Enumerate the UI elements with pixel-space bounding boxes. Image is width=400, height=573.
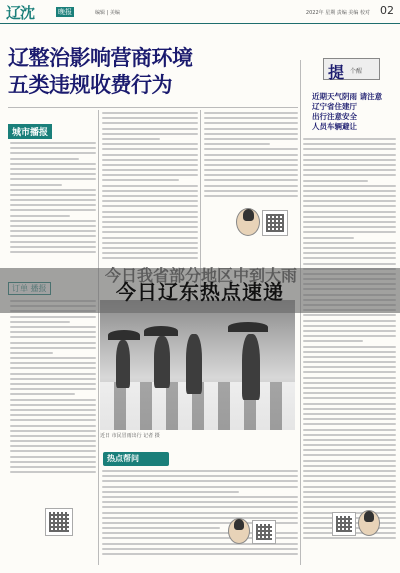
umbrella — [228, 322, 268, 332]
text-column-left-bottom — [10, 300, 96, 490]
qr-code — [332, 512, 356, 536]
qr-code — [45, 508, 73, 536]
pedestrian — [242, 334, 260, 400]
masthead-meta: 编辑 | 美编 — [95, 10, 120, 16]
text-column-center-left — [102, 112, 198, 267]
section-rule — [8, 107, 298, 108]
qr-code — [252, 520, 276, 544]
qr-code — [262, 210, 288, 236]
reporter-avatar — [358, 510, 380, 536]
rain-street-photo — [100, 300, 295, 430]
newspaper-logo: 辽沈 — [6, 4, 35, 22]
text-column-right — [303, 138, 396, 558]
side-title-line: 近期天气阴雨 请注意 — [312, 92, 383, 101]
headline-line-2: 五类违规收费行为 — [8, 72, 172, 97]
column-rule — [98, 110, 99, 565]
page-number: 02 — [380, 4, 394, 17]
photo-caption: 近日 市民冒雨出行 记者 摄 — [100, 433, 160, 439]
overlay-title: 今日辽东热点速递 — [116, 280, 284, 304]
text-column-left-top — [10, 142, 96, 262]
overlay-subheadline: 今日我省部分地区中到大雨 — [105, 266, 298, 285]
newspaper-logo-sub: 晚报 — [58, 8, 72, 16]
pedestrian — [186, 334, 202, 394]
tip-badge-sub: 个醒 — [350, 68, 363, 75]
umbrella — [144, 326, 178, 336]
headline-line-1: 辽整治影响营商环境 — [8, 45, 193, 70]
reporter-avatar — [236, 208, 260, 236]
pedestrian — [154, 336, 170, 388]
side-title-line: 出行注意安全 — [312, 112, 357, 121]
tip-badge-char: 提 — [328, 63, 345, 82]
text-column-hot-section — [102, 470, 298, 565]
side-title-line: 辽宁省住建厅 — [312, 102, 357, 111]
city-section-label: 城市播报 — [8, 124, 52, 139]
side-article-title — [312, 92, 398, 132]
hot-section-label: 热点帮问 — [103, 452, 169, 466]
masthead — [0, 0, 400, 24]
reporter-avatar — [228, 518, 250, 544]
umbrella — [108, 330, 140, 340]
side-title-line: 人员车辆避让 — [312, 122, 357, 131]
masthead-date: 2022年 星期 责编 美编 校对 — [305, 10, 370, 16]
pedestrian — [116, 340, 130, 388]
text-column-center-right — [204, 112, 298, 207]
main-headline — [8, 44, 193, 98]
tip-badge — [323, 58, 380, 80]
